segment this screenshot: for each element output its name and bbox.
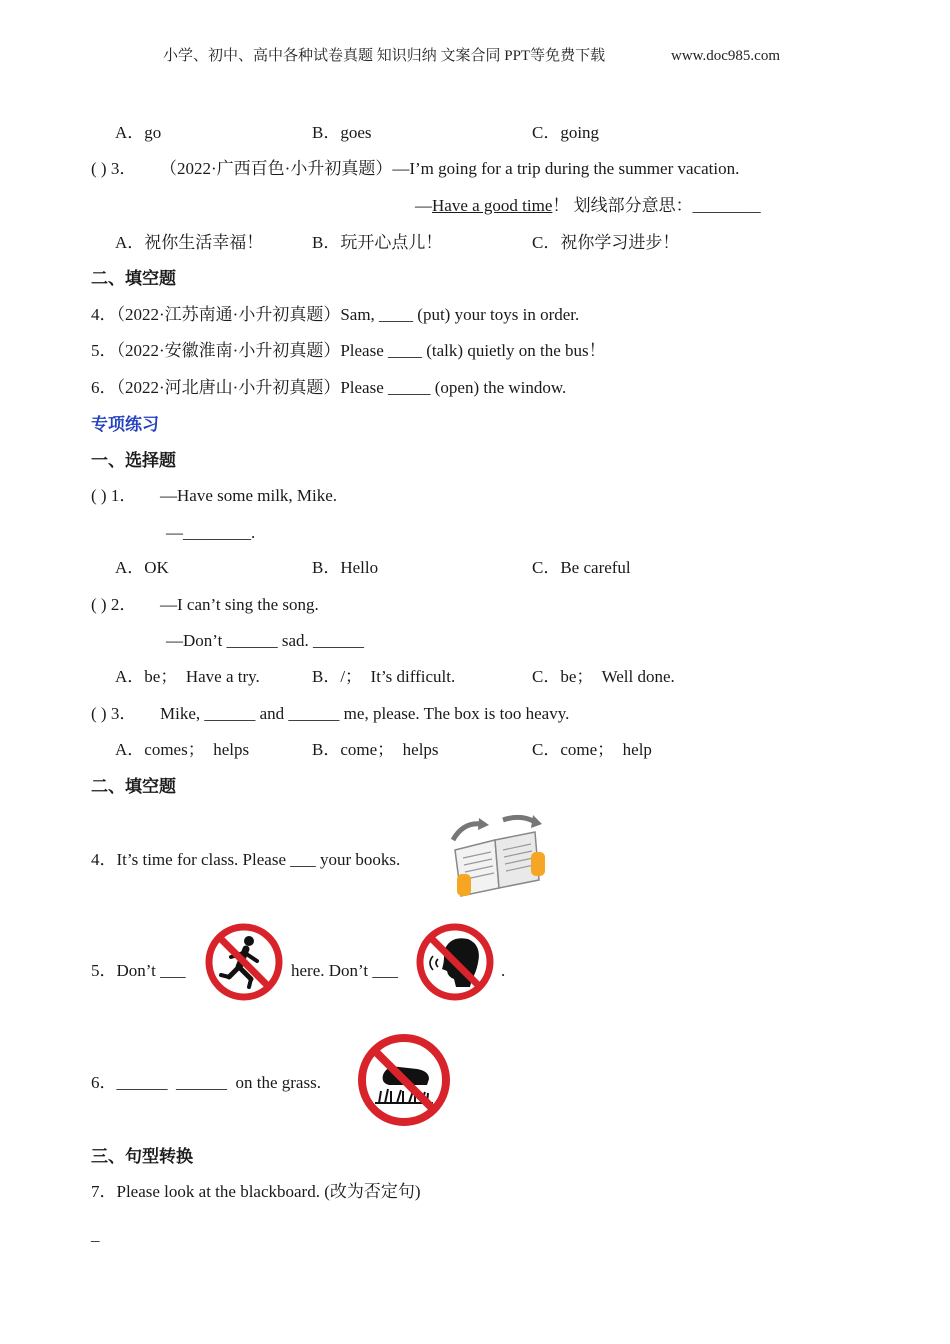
q2-option-b: B．goes [312, 123, 372, 142]
q3-paren: ( ) 3． [91, 159, 137, 178]
pfill-5-middle: here. Don’t ___ [291, 961, 398, 980]
pfill-4: 4．It’s time for class. Please ___ your books. [91, 850, 401, 869]
fill-question-5: 5．（2022·安徽淮南·小升初真题）Please ____ (talk) quietly on the bus！ [91, 341, 606, 360]
pfill-5-end: . [501, 961, 506, 980]
pq3-option-a: A．comes； helps [115, 740, 250, 759]
practice-title: 专项练习 [91, 415, 159, 435]
pq2-option-a: A．be； Have a try. [115, 667, 260, 686]
q3-text: （2022·广西百色·小升初真题）—I’m going for a trip during the summer vacation. [160, 159, 740, 178]
fill-question-4: 4．（2022·江苏南通·小升初真题）Sam, ____ (put) your toys in order. [91, 305, 580, 324]
pq1-paren: ( ) 1． [91, 486, 137, 505]
pfill-6: 6．______ ______ on the grass. [91, 1073, 321, 1092]
pq1-option-a: A．OK [115, 558, 169, 577]
pq2-paren: ( ) 2． [91, 595, 137, 614]
pq2-reply: —Don’t ______ sad. ______ [166, 631, 365, 650]
pq1-option-c: C．Be careful [532, 558, 631, 577]
question-7: 7．Please look at the blackboard. (改为否定句) [91, 1182, 421, 1201]
practice-section1-title: 一、选择题 [91, 451, 176, 471]
no-running-sign-icon [203, 921, 285, 1003]
pfill-5-start: 5．Don’t ___ [91, 961, 186, 980]
pq3-paren: ( ) 3． [91, 704, 137, 723]
practice-section3-title: 三、句型转换 [91, 1147, 193, 1167]
q3-reply-rest: ！ 划线部分意思：________ [552, 196, 761, 215]
pq2-text: —I can’t sing the song. [160, 595, 319, 614]
answer-line: _ [91, 1225, 100, 1244]
pq3-text: Mike, ______ and ______ me, please. The box is too heavy. [160, 704, 570, 723]
q3-reply-dash: — [415, 196, 432, 215]
pq3-option-c: C．come； help [532, 740, 652, 759]
q3-option-c: C．祝你学习进步！ [532, 233, 680, 252]
header-url[interactable]: www.doc985.com [671, 48, 781, 64]
pq2-option-c: C．be； Well done. [532, 667, 675, 686]
practice-section2-title: 二、填空题 [91, 777, 176, 797]
header-left: 小学、初中、高中各种试卷真题 知识归纳 文案合同 PPT等免费下载 [163, 48, 606, 64]
q2-option-a: A．go [115, 123, 162, 142]
pq1-reply: —________. [166, 523, 256, 542]
q3-option-b: B．玩开心点儿！ [312, 233, 443, 252]
pq2-option-b: B．/； It’s difficult. [312, 667, 456, 686]
no-stepping-on-grass-sign-icon [355, 1031, 453, 1129]
q3-reply [415, 195, 761, 217]
q3-option-a: A．祝你生活幸福！ [115, 233, 264, 252]
pq3-option-b: B．come； helps [312, 740, 439, 759]
fill-question-6: 6．（2022·河北唐山·小升初真题）Please _____ (open) the window. [91, 378, 567, 397]
q2-option-c: C．going [532, 123, 600, 142]
section-fill-title: 二、填空题 [91, 269, 176, 289]
pq1-option-b: B．Hello [312, 558, 379, 577]
no-shouting-sign-icon [414, 921, 496, 1003]
pq1-text: —Have some milk, Mike. [160, 486, 338, 505]
open-book-icon [443, 810, 551, 900]
q3-reply-underlined: Have a good time [432, 196, 553, 215]
